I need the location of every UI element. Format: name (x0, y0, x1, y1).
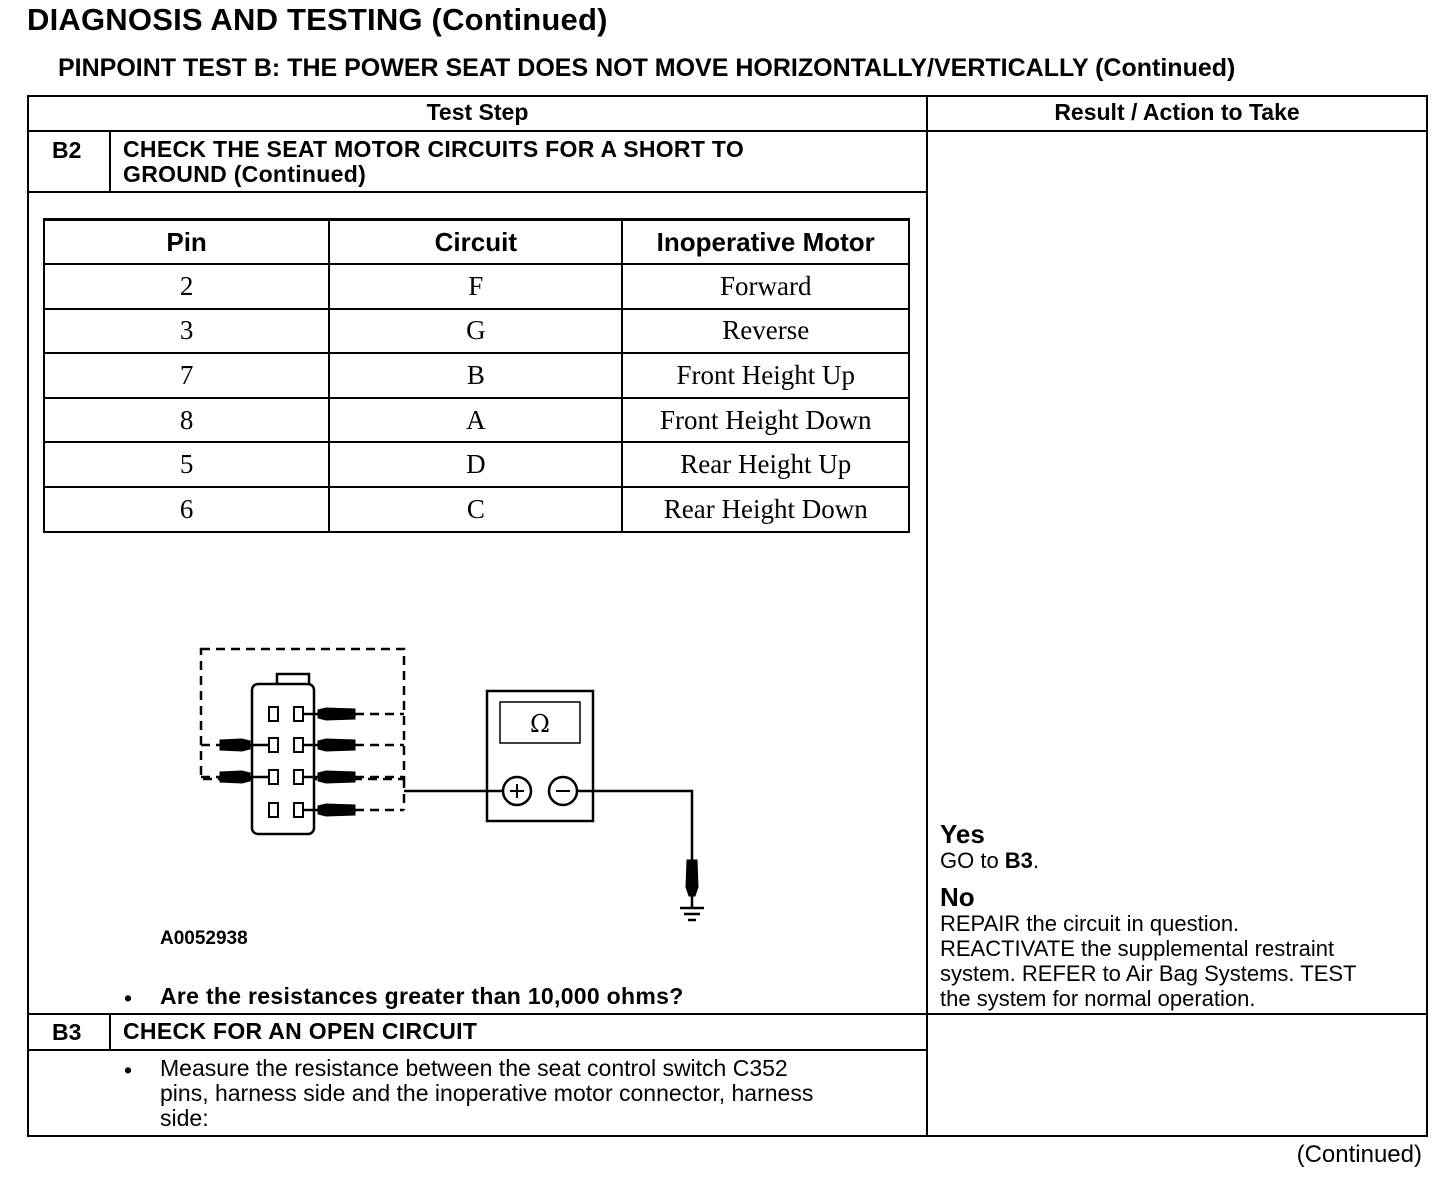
no-action: REPAIR the circuit in question. REACTIVATE the supplemental restraint system. REFER to Air Bag Systems. TEST the system for normal operation. (940, 911, 1357, 1011)
step-title-b2: CHECK THE SEAT MOTOR CIRCUITS FOR A SHORT TO GROUND (Continued) (123, 136, 745, 187)
test-question: Are the resistances greater than 10,000 ohms? (160, 983, 684, 1009)
table-row (44, 398, 909, 443)
pin-table-header-row (44, 220, 909, 265)
column-header-test-step: Test Step (426, 99, 529, 125)
motor-cell: Rear Height Down (622, 487, 909, 532)
bullet: • (124, 1057, 133, 1083)
table-row (44, 353, 909, 398)
bullet: • (124, 985, 133, 1011)
circuit-cell: D (329, 442, 622, 487)
step-b3-instruction: Measure the resistance between the seat control switch C352 pins, harness side and the inoperative motor connector, harness side: (160, 1055, 814, 1131)
step-title-b3: CHECK FOR AN OPEN CIRCUIT (123, 1018, 478, 1044)
circuit-cell: B (329, 353, 622, 398)
continued-note: (Continued) (1296, 1141, 1422, 1168)
circuit-cell: F (329, 264, 622, 309)
row-divider-b3 (27, 1013, 1428, 1015)
pin-cell: 8 (44, 398, 329, 443)
motor-cell: Front Height Down (622, 398, 909, 443)
motor-cell: Forward (622, 264, 909, 309)
yes-action: GO to B3. (940, 848, 1040, 873)
circuit-cell: G (329, 309, 622, 354)
step-id-divider-b3 (109, 1013, 111, 1051)
ohmmeter-test-diagram (190, 640, 730, 930)
table-row (44, 442, 909, 487)
pin-cell: 2 (44, 264, 329, 309)
ground-icon (680, 896, 704, 920)
table-row (44, 487, 909, 532)
circuit-cell: C (329, 487, 622, 532)
pin-cell: 7 (44, 353, 329, 398)
yes-label: Yes (940, 819, 985, 849)
inoperative-motor-header: Inoperative Motor (622, 220, 909, 265)
test-title: PINPOINT TEST B: THE POWER SEAT DOES NOT MOVE HORIZONTALLY/VERTICALLY (Continued) (58, 54, 1236, 82)
ground-probe (686, 860, 698, 896)
motor-cell: Rear Height Up (622, 442, 909, 487)
table-row (44, 264, 909, 309)
step-title-divider-b2 (27, 191, 928, 193)
column-divider (926, 95, 928, 1137)
step-id-b2: B2 (52, 137, 82, 163)
header-divider (27, 130, 1428, 132)
column-header-result: Result / Action to Take (1054, 99, 1300, 125)
circuit-header: Circuit (329, 220, 622, 265)
no-label: No (940, 882, 975, 912)
pin-cell: 3 (44, 309, 329, 354)
table-row (44, 309, 909, 354)
page-title: DIAGNOSIS AND TESTING (Continued) (27, 2, 608, 37)
step-id-b3: B3 (52, 1019, 82, 1045)
ohm-symbol: Ω (530, 710, 550, 738)
motor-cell: Front Height Up (622, 353, 909, 398)
step-title-divider-b3 (27, 1049, 928, 1051)
pin-header: Pin (44, 220, 329, 265)
pin-cell: 5 (44, 442, 329, 487)
step-id-divider-b2 (109, 130, 111, 192)
goto-b3-link[interactable]: B3 (1004, 848, 1033, 873)
circuit-cell: A (329, 398, 622, 443)
result-b2 (940, 820, 1426, 1011)
pin-cell: 6 (44, 487, 329, 532)
pin-circuit-table (43, 218, 910, 533)
motor-cell: Reverse (622, 309, 909, 354)
figure-id: A0052938 (160, 928, 248, 949)
meter-wires (404, 791, 692, 860)
